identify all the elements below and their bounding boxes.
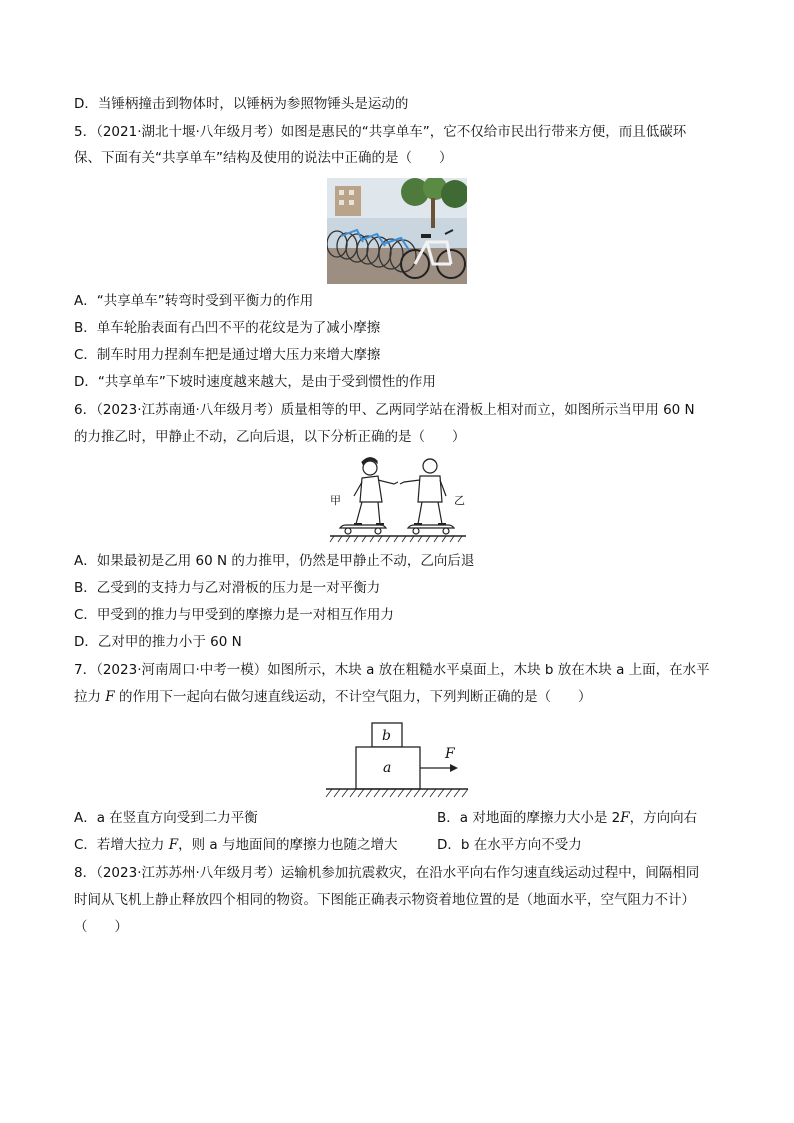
q7-stem-pre: 拉力 (74, 689, 106, 705)
q4-option-d: D．当锤柄撞击到物体时，以锤柄为参照物锤头是运动的 (74, 96, 409, 112)
q7-option-b-force-symbol: F (620, 810, 630, 826)
q5-stem-line2: 保、下面有关“共享单车”结构及使用的说法中正确的是（ ） (74, 150, 453, 166)
q7-option-c-pre: C．若增大拉力 (74, 837, 169, 853)
q6-option-b: B．乙受到的支持力与乙对滑板的压力是一对平衡力 (74, 580, 381, 596)
q7-stem-line2 (74, 688, 591, 706)
q6-stem-line2: 的力推乙时，甲静止不动，乙向后退，以下分析正确的是（ ） (74, 429, 466, 445)
q7-stem-line1: 7．（2023·河南周口·中考一模）如图所示，木块 a 放在粗糙水平桌面上，木块 b 放在木块 a 上面，在水平 (74, 662, 710, 678)
force-f-label: F (445, 746, 455, 762)
block-a-label: a (383, 760, 392, 776)
q7-option-c-force-symbol: F (168, 837, 179, 853)
q6-option-d: D．乙对甲的推力小于 60 N (74, 634, 242, 650)
q7-stem-post: 的作用下一起向右做匀速直线运动，不计空气阻力，下列判断正确的是（ ） (114, 689, 592, 705)
q7-option-d: D．b 在水平方向不受力 (437, 837, 582, 853)
q7-option-b-post: ，方向向右 (629, 810, 698, 826)
q5-option-d: D．“共享单车”下坡时速度越来越大，是由于受到惯性的作用 (74, 374, 436, 390)
q8-stem-line1: 8．（2023·江苏苏州·八年级月考）运输机参加抗震救灾，在沿水平向右作匀速直线运动过程中，间隔相同 (74, 865, 700, 881)
q5-option-a: A．“共享单车”转弯时受到平衡力的作用 (74, 293, 314, 309)
q8-stem-line2: 时间从飞机上静止释放四个相同的物资。下图能正确表示物资着地位置的是（地面水平，空气阻力不计） (74, 892, 695, 908)
q7-option-b-pre: B．a 对地面的摩擦力大小是 2 (437, 810, 621, 826)
q7-option-c-post: ，则 a 与地面间的摩擦力也随之增大 (178, 837, 398, 853)
figure-label-jia: 甲 (330, 494, 341, 507)
q7-option-c (74, 836, 397, 854)
q7-option-a: A．a 在竖直方向受到二力平衡 (74, 810, 258, 826)
q6-option-a: A．如果最初是乙用 60 N 的力推甲，仍然是甲静止不动，乙向后退 (74, 553, 475, 569)
q6-stem-line1: 6．（2023·江苏南通·八年级月考）质量相等的甲、乙两同学站在滑板上相对而立，如图所示当甲用 60 N (74, 402, 695, 418)
q8-stem-line3: （ ） (74, 919, 128, 935)
q5-option-c: C．制车时用力捏刹车把是通过增大压力来增大摩擦 (74, 347, 381, 363)
blocks-force-figure (322, 717, 472, 801)
q6-option-c: C．甲受到的推力与甲受到的摩擦力是一对相互作用力 (74, 607, 394, 623)
q7-stem-force-symbol: F (105, 689, 115, 705)
block-b-label: b (382, 728, 391, 744)
shared-bikes-photo (327, 178, 467, 284)
figure-label-yi: 乙 (454, 494, 465, 507)
skateboard-push-figure (328, 452, 468, 544)
q5-stem-line1: 5．（2021·湖北十堰·八年级月考）如图是惠民的“共享单车”，它不仅给市民出行带来方便，而且低碳环 (74, 124, 687, 140)
q5-option-b: B．单车轮胎表面有凸凹不平的花纹是为了减小摩擦 (74, 320, 381, 336)
q7-option-b (437, 809, 697, 827)
